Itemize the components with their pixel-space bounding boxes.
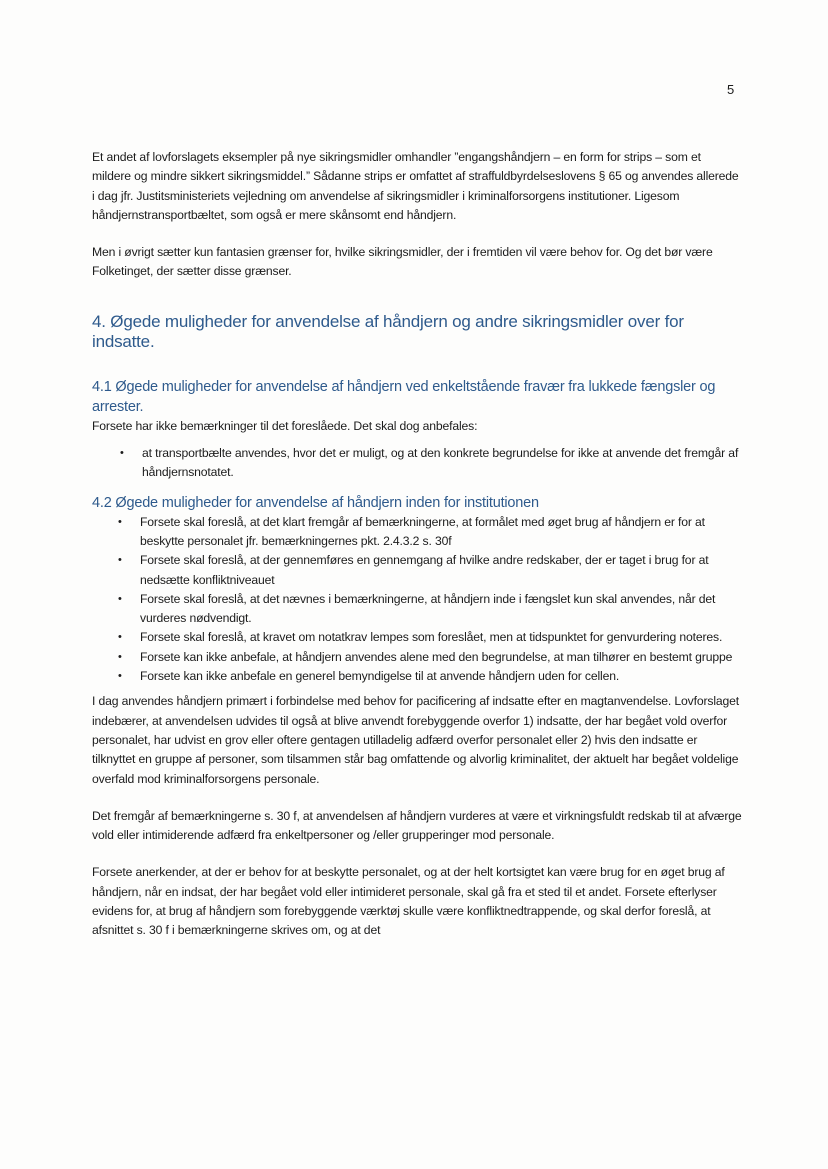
bullet-icon: • — [118, 631, 122, 644]
bullet-icon: • — [118, 650, 122, 663]
paragraph-engangshandjern: Et andet af lovforslagets eksempler på nye sikringsmidler omhandler ”engangshåndjern – en form for strips – som et mildere og mindre sikkert sikringsmiddel.” Sådanne strips er omfattet af straffuldbyrdelseslovens § 65 og anvendes allerede i dag jfr. Justitsministeriets vejledning om anvendelse af sikringsmidler i kriminalforsorgens institutioner. Ligesom håndjernstransportbæltet, som også er mere skånsomt end håndjern. — [92, 150, 739, 222]
list-item — [118, 551, 742, 590]
section-4-1-bullet-list — [120, 444, 742, 483]
bullet-icon: • — [118, 515, 122, 528]
list-item — [118, 628, 742, 647]
list-item-text: Forsete skal foreslå, at kravet om notatkrav lempes som foreslået, men at tidspunktet for genvurdering noteres. — [140, 630, 723, 645]
section-4-2-heading: 4.2 Øgede muligheder for anvendelse af håndjern inden for institutionen — [92, 494, 539, 511]
list-item — [118, 667, 742, 686]
list-item-text: Forsete skal foreslå, at det nævnes i bemærkningerne, at håndjern inde i fængslet kun skal anvendes, når det vurderes nødvendigt. — [140, 591, 716, 626]
list-item-text: Forsete skal foreslå, at der gennemføres en gennemgang af hvilke andre redskaber, der er taget i brug for at nedsætte konfliktniveauet — [140, 553, 709, 587]
bullet-icon: • — [118, 592, 122, 605]
list-item — [120, 444, 742, 483]
paragraph-forsete-anerkender: Forsete anerkender, at der er behov for at beskytte personalet, og at der helt kortsigtet kan være brug for en øget brug af håndjern, når en indsat, der har begået vold eller intimideret personale, skal gå fra et sted til et andet. Forsete efterlyser evidens for, at brug af håndjern som forebyggende værktøj skulle være konfliktnedtrappende, og skal derfor foreslå, at afsnittet s. 30 f i bemærkningerne skrives om, og at det — [92, 865, 725, 938]
list-item — [118, 590, 742, 629]
bullet-icon: • — [118, 554, 122, 567]
list-item-text: Forsete kan ikke anbefale en generel bemyndigelse til at anvende håndjern uden for cellen. — [140, 669, 620, 684]
paragraph-fantasien: Men i øvrigt sætter kun fantasien grænser for, hvilke sikringsmidler, der i fremtiden vil være behov for. Og det bør være Folketinget, der sætter disse grænser. — [92, 245, 713, 279]
list-item-text: Forsete kan ikke anbefale, at håndjern anvendes alene med den begrundelse, at man tilhører en bestemt gruppe — [140, 649, 733, 664]
list-item — [118, 513, 742, 552]
section-4-1-intro: Forsete har ikke bemærkninger til det foreslåede. Det skal dog anbefales: — [92, 418, 478, 433]
page-number: 5 — [727, 82, 735, 97]
paragraph-det-fremgar: Det fremgår af bemærkningerne s. 30 f, at anvendelsen af håndjern vurderes at være et virkningsfuldt redskab til at afværge vold eller intimiderende adfærd fra enkeltpersoner og /eller grupperinger mod personale. — [92, 808, 742, 843]
list-item-text: Forsete skal foreslå, at det klart fremgår af bemærkningerne, at formålet med øget brug af håndjern er for at beskytte personalet jfr. bemærkningernes pkt. 2.4.3.2 s. 30f — [140, 514, 705, 548]
bullet-icon: • — [120, 447, 124, 460]
section-4-heading: 4. Øgede muligheder for anvendelse af håndjern og andre sikringsmidler over for indsatte. — [92, 311, 684, 351]
list-item — [118, 648, 742, 667]
section-4-1-heading: 4.1 Øgede muligheder for anvendelse af håndjern ved enkeltstående fravær fra lukkede fængsler og arrester. — [92, 378, 716, 415]
paragraph-i-dag: I dag anvendes håndjern primært i forbindelse med behov for pacificering af indsatte efter en magtanvendelse. Lovforslaget indebærer, at anvendelsen udvides til også at blive anvendt forebyggende overfor 1) indsatte, der har begået vold overfor personalet, har udvist en grov eller oftere gentagen utilladelig adfærd overfor personalet eller 2) hvis den indsatte er tilknyttet en gruppe af personer, som tilsammen står bag omfattende og alvorlig kriminalitet, der aktuelt har begået voldelige overfald mod kriminalforsorgens personale. — [92, 694, 739, 786]
document-body — [92, 148, 742, 959]
list-item-text: at transportbælte anvendes, hvor det er muligt, og at den konkrete begrundelse for ikke at anvende det fremgår af håndjernsnotatet. — [142, 446, 739, 480]
bullet-icon: • — [118, 670, 122, 683]
section-4-2-bullet-list — [118, 513, 742, 687]
